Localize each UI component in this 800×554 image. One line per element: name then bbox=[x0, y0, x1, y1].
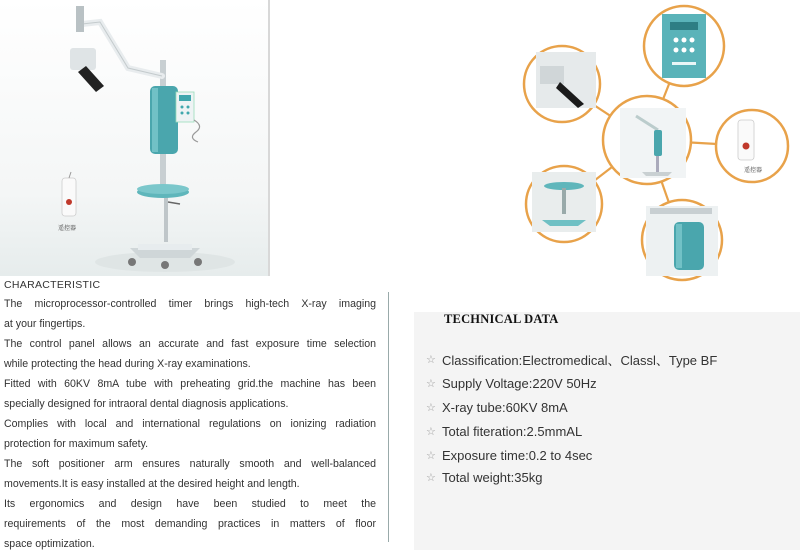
char-line: requirements of the most demanding practices in matters of floor bbox=[4, 518, 376, 530]
technical-data-title: TECHNICAL DATA bbox=[444, 312, 559, 326]
tech-item bbox=[426, 398, 568, 416]
char-line: The control panel allows an accurate and fast exposure time selection bbox=[4, 338, 376, 350]
star-icon: ☆ bbox=[426, 377, 436, 390]
tech-item-text: Total fiteration:2.5mmAL bbox=[442, 423, 583, 439]
photo-divider bbox=[268, 0, 270, 292]
tech-item bbox=[426, 350, 717, 368]
char-line: Its ergonomics and design have been studied to meet the bbox=[4, 498, 376, 510]
star-icon: ☆ bbox=[426, 471, 436, 484]
section-divider bbox=[388, 292, 389, 542]
circle-control-panel bbox=[644, 6, 724, 86]
char-line: Complies with local and international regulations on ionizing radiation bbox=[4, 418, 376, 430]
char-line: Fitted with 60KV 8mA tube with preheating grid.the machine has been bbox=[4, 378, 376, 390]
char-line: specially designed for intraoral dental diagnosis applications. bbox=[4, 398, 289, 410]
collage-diagram bbox=[512, 0, 800, 290]
tech-item-text: Exposure time:0.2 to 4sec bbox=[442, 447, 593, 463]
circle-seat bbox=[526, 166, 602, 242]
char-line: space optimization. bbox=[4, 538, 95, 550]
tech-item bbox=[426, 422, 582, 440]
char-line: movements.It is easy installed at the desired height and length. bbox=[4, 478, 300, 490]
circle-full-unit bbox=[603, 96, 691, 184]
char-line: The soft positioner arm ensures naturally smooth and well-balanced bbox=[4, 458, 376, 470]
tech-item-text: Total weight:35kg bbox=[442, 469, 543, 485]
char-line: while protecting the head during X-ray examinations. bbox=[4, 358, 251, 370]
product-photo bbox=[0, 0, 268, 276]
remote-label: 遥控器 bbox=[58, 226, 77, 232]
product-collage bbox=[512, 0, 800, 290]
circle-xray-head bbox=[524, 46, 600, 122]
char-line: The microprocessor-controlled timer brings high-tech X-ray imaging bbox=[4, 298, 376, 310]
remote-icon bbox=[62, 178, 76, 216]
star-icon: ☆ bbox=[426, 353, 436, 366]
tech-item-text: X-ray tube:60KV 8mA bbox=[442, 399, 568, 415]
circle-tank-column bbox=[642, 200, 722, 280]
tech-item bbox=[426, 374, 597, 392]
tech-item bbox=[426, 446, 592, 464]
collage-remote-label: 遥控器 bbox=[744, 168, 763, 174]
circle-remote bbox=[716, 110, 788, 182]
characteristic-title: CHARACTERISTIC bbox=[4, 279, 101, 291]
star-icon: ☆ bbox=[426, 401, 436, 414]
star-icon: ☆ bbox=[426, 425, 436, 438]
tech-item bbox=[426, 468, 542, 486]
tech-item-text: Classification:Electromedical、Classl、Type BF bbox=[442, 352, 718, 368]
xray-unit-illustration bbox=[0, 0, 268, 276]
tech-item-text: Supply Voltage:220V 50Hz bbox=[442, 375, 597, 391]
char-line: at your fingertips. bbox=[4, 318, 86, 330]
star-icon: ☆ bbox=[426, 449, 436, 462]
char-line: protection for maximum safety. bbox=[4, 438, 149, 450]
